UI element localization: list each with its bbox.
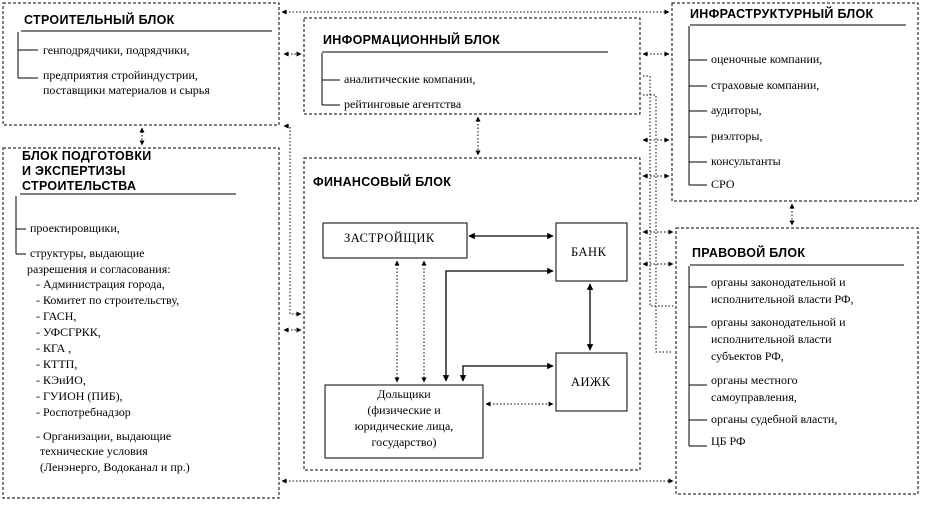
prep-subitem: технические условия (40, 444, 148, 458)
legal-item: органы законодательной и (711, 275, 846, 289)
legal-item: исполнительной власти РФ, (711, 292, 854, 306)
infra-item: страховые компании, (711, 78, 820, 92)
prep-item: структуры, выдающие (30, 246, 145, 260)
construction-item: генподрядчики, подрядчики, (43, 43, 190, 57)
infra-item: аудиторы, (711, 103, 762, 117)
construction-block-title: СТРОИТЕЛЬНЫЙ БЛОК (24, 13, 175, 27)
prep-subitem: - Роспотребнадзор (36, 405, 131, 419)
prep-subitem: - КГА , (36, 341, 72, 355)
prep-subitem: - Организации, выдающие (36, 429, 172, 443)
shareholders-label: юридические лица, (354, 419, 454, 433)
prep-subitem: - КЭиИО, (36, 373, 86, 387)
construction-item: предприятия стройиндустрии, (43, 68, 198, 82)
info-block-title: ИНФОРМАЦИОННЫЙ БЛОК (323, 33, 501, 47)
prep-subitem: - ГАСН, (36, 309, 77, 323)
prep-subitem: (Ленэнерго, Водоканал и пр.) (40, 460, 190, 474)
infra-item: СРО (711, 177, 735, 191)
prep-subitem: - Комитет по строительству, (36, 293, 180, 307)
bank-label: БАНК (571, 245, 607, 259)
legal-block-title: ПРАВОВОЙ БЛОК (692, 246, 806, 260)
legal-item: самоуправления, (711, 390, 797, 404)
prep-block-title: СТРОИТЕЛЬСТВА (22, 179, 137, 193)
prep-subitem: - КТТП, (36, 357, 78, 371)
arrow-bank-shareholders (446, 271, 553, 381)
legal-item: органы судебной власти, (711, 412, 838, 426)
developer-label: ЗАСТРОЙЩИК (344, 231, 435, 245)
prep-subitem: - УФСГРКК, (36, 325, 101, 339)
info-item: аналитические компании, (344, 72, 476, 86)
infra-block-frame (672, 3, 918, 201)
arrow-aihc-shareholders (463, 366, 553, 381)
prep-subitem: - Администрация города, (36, 277, 165, 291)
shareholders-label: Дольщики (377, 387, 431, 401)
shareholders-label: (физические и (367, 403, 441, 417)
prep-block-title: И ЭКСПЕРТИЗЫ (22, 164, 126, 178)
info-item: рейтинговые агентства (344, 97, 462, 111)
legal-item: органы законодательной и (711, 315, 846, 329)
legal-item: исполнительной власти (711, 332, 832, 346)
prep-item: разрешения и согласования: (27, 262, 171, 276)
finance-block-title: ФИНАНСОВЫЙ БЛОК (313, 175, 452, 189)
infra-item: оценочные компании, (711, 52, 823, 66)
shareholders-label: государство) (371, 435, 437, 449)
prep-block-title: БЛОК ПОДГОТОВКИ (22, 149, 152, 163)
construction-item: поставщики материалов и сырья (43, 83, 210, 97)
infra-item: риэлторы, (711, 129, 763, 143)
infra-block-title: ИНФРАСТРУКТУРНЫЙ БЛОК (690, 7, 874, 21)
infra-item: консультанты (711, 154, 781, 168)
legal-item: субъектов РФ, (711, 349, 784, 363)
prep-item: проектировщики, (30, 221, 120, 235)
legal-item: органы местного (711, 373, 798, 387)
aihc-label: АИЖК (571, 375, 611, 389)
prep-subitem: - ГУИОН (ПИБ), (36, 389, 123, 403)
legal-item: ЦБ РФ (711, 434, 746, 448)
